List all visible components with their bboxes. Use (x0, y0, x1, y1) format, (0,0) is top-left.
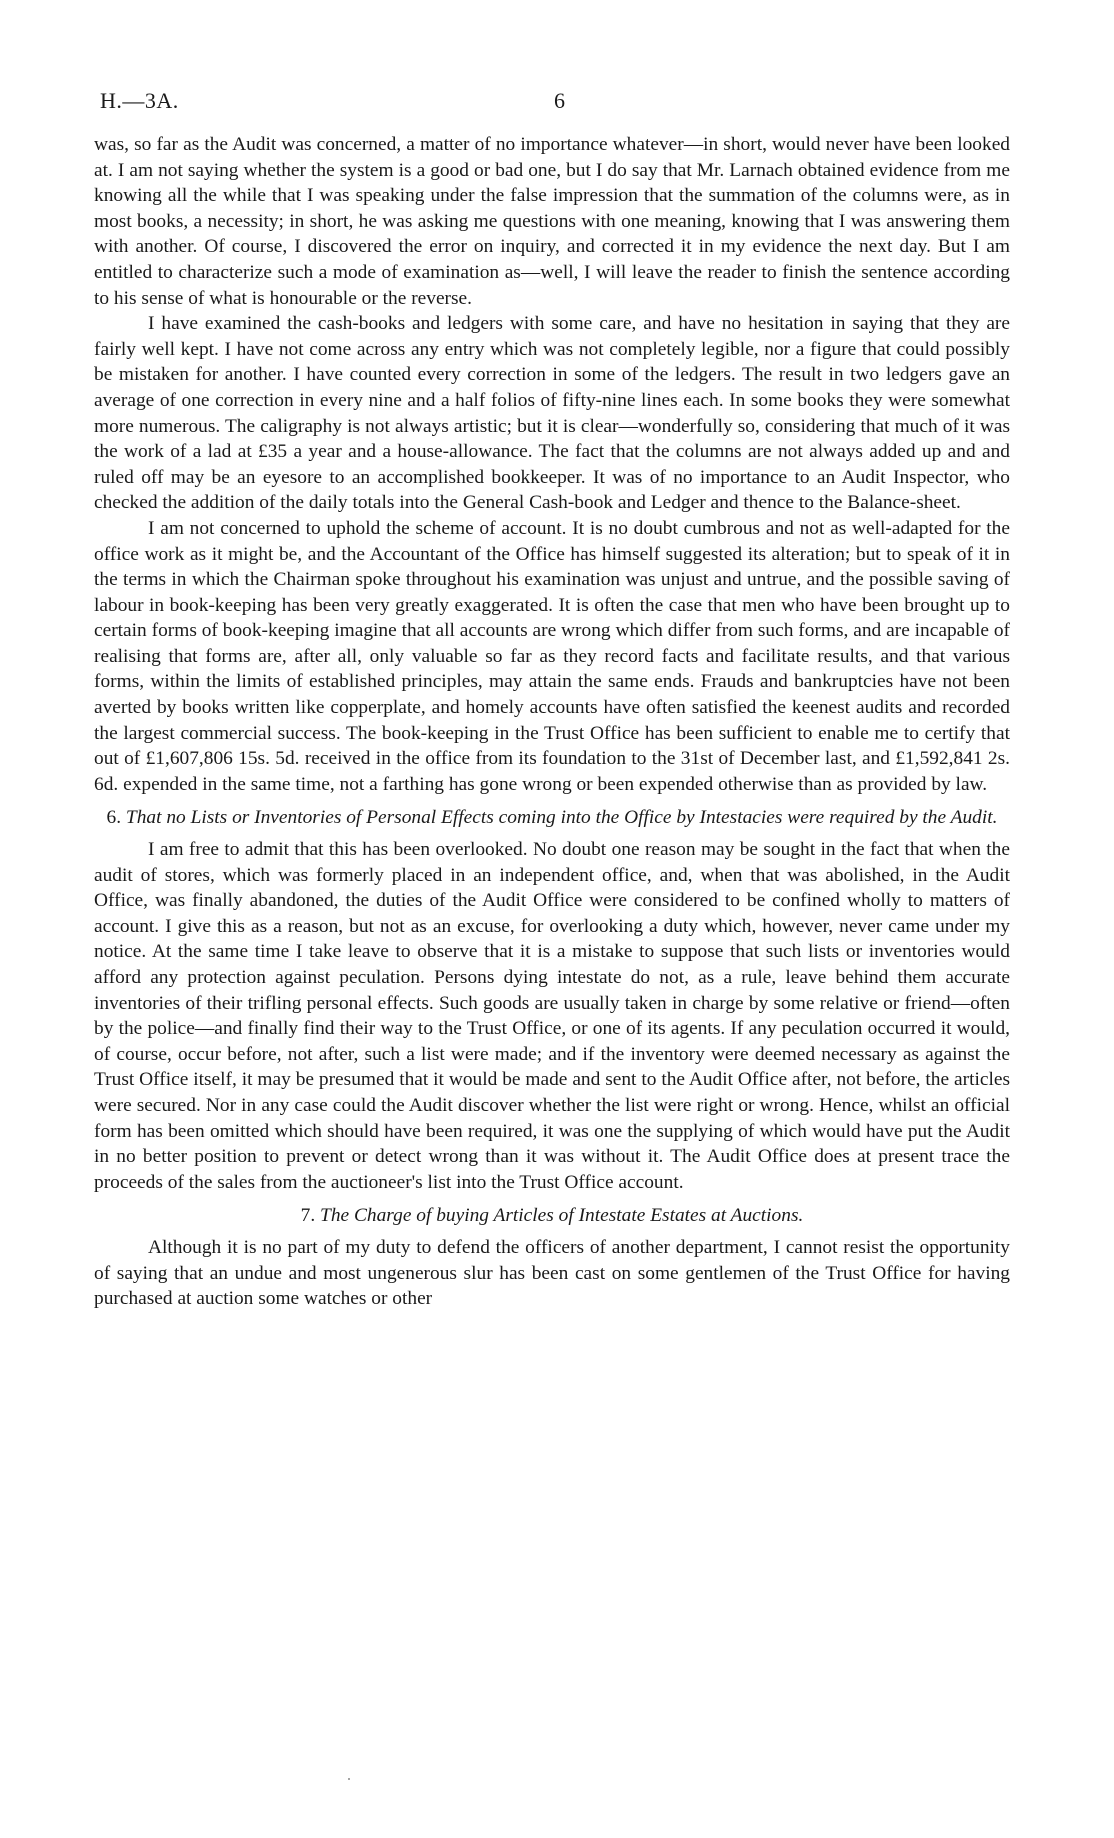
document-body (94, 132, 1010, 1312)
section-title-6: That no Lists or Inventories of Personal Effects coming into the Office by Intestacies were required by the Audit. (125, 807, 998, 829)
document-reference: H.—3A. (100, 88, 179, 113)
paragraph-scheme-of-account: I am not concerned to uphold the scheme of account. It is no doubt cumbrous and not as well-adapted for the office work as it might be, and the Accountant of the Office has himself suggested its alteration; but to speak of it in the terms in which the Chairman spoke throughout his examination was unjust and untrue, and the possible saving of labour in book-keeping has been very greatly exaggerated. It is often the case that men who have been brought up to certain forms of book-keeping imagine that all accounts are wrong which differ from such forms, and are incapable of realising that forms are, after all, only valuable so far as they record facts and facilitate results, and that various forms, within the limits of established principles, may attain the same ends. Frauds and bankruptcies have not been averted by books written like copperplate, and homely accounts have often satisfied the keenest audits and recorded the largest commercial success. The book-keeping in the Trust Office has been sufficient to enable me to certify that out of £1,607,806 15s. 5d. received in the office from its foundation to the 31st of December last, and £1,592,841 2s. 6d. expended in the same time, not a farthing has gone wrong or been expended otherwise than as provided by law. (94, 517, 1010, 795)
section-heading-7 (94, 1203, 1010, 1229)
section-number-7: 7. (300, 1205, 316, 1227)
page-header (94, 88, 1010, 122)
paragraph-cash-books: I have examined the cash-books and ledgers with some care, and have no hesitation in saying that they are fairly well kept. I have not come across any entry which was not completely legible, nor a figure that could possibly be mistaken for another. I have counted every correction in some of the ledgers. The result in two ledgers gave an average of one correction in every nine and a half folios of fifty-nine lines each. In some books they were somewhat more numerous. The caligraphy is not always artistic; but it is clear—wonderfully so, considering that much of it was the work of a lad at £35 a year and a house-allowance. The fact that the columns are not always added up and and ruled off may be an eyesore to an accomplished bookkeeper. It was of no importance to an Audit Inspector, who checked the addition of the daily totals into the General Cash-book and Ledger and thence to the Balance-sheet. (94, 313, 1010, 514)
paragraph-auctions: Although it is no part of my duty to defend the officers of another department, I cannot resist the opportunity of saying that an undue and most ungenerous slur has been cast on some gentlemen of the Trust Office for having purchased at auction some watches or other (94, 1236, 1010, 1310)
print-speck (348, 1778, 350, 1780)
section-heading-6 (94, 805, 1010, 831)
paragraph-continuation: was, so far as the Audit was concerned, a matter of no importance whatever—in short, would never have been looked at. I am not saying whether the system is a good or bad one, but I do say that Mr. Larnach obtained evidence from me knowing all the while that I was speaking under the false impression that the summation of the columns were, as in most books, a necessity; in short, he was asking me questions with one meaning, knowing that I was answering them with another. Of course, I discovered the error on inquiry, and corrected it in my evidence the next day. But I am entitled to characterize such a mode of examination as—well, I will leave the reader to finish the sentence according to his sense of what is honourable or the reverse. (94, 134, 1010, 309)
section-number-6: 6. (106, 807, 122, 829)
section-title-7: The Charge of buying Articles of Intestate Estates at Auctions. (320, 1205, 804, 1227)
page-number: 6 (554, 88, 566, 113)
paragraph-inventories: I am free to admit that this has been overlooked. No doubt one reason may be sought in the fact that when the audit of stores, which was formerly placed in an independent office, and, when that was abolished, in the Audit Office, was finally abandoned, the duties of the Audit Office were considered to be confined wholly to matters of account. I give this as a reason, but not as an excuse, for overlooking a duty which, however, never came under my notice. At the same time I take leave to observe that it is a mistake to suppose that such lists or inventories would afford any protection against peculation. Persons dying intestate do not, as a rule, leave behind them accurate inventories of their trifling personal effects. Such goods are usually taken in charge by some relative or friend—often by the police—and finally find their way to the Trust Office, or one of its agents. If any peculation occurred it would, of course, occur before, not after, such a list were made; and if the inventory were deemed necessary as against the Trust Office itself, it may be presumed that it would be made and sent to the Audit Office after, not before, the articles were secured. Nor in any case could the Audit discover whether the list were right or wrong. Hence, whilst an official form has been omitted which should have been required, it was one the supplying of which would have put the Audit in no better position to prevent or detect wrong than it was without it. The Audit Office does at present trace the proceeds of the sales from the auctioneer's list into the Trust Office account. (94, 839, 1010, 1193)
